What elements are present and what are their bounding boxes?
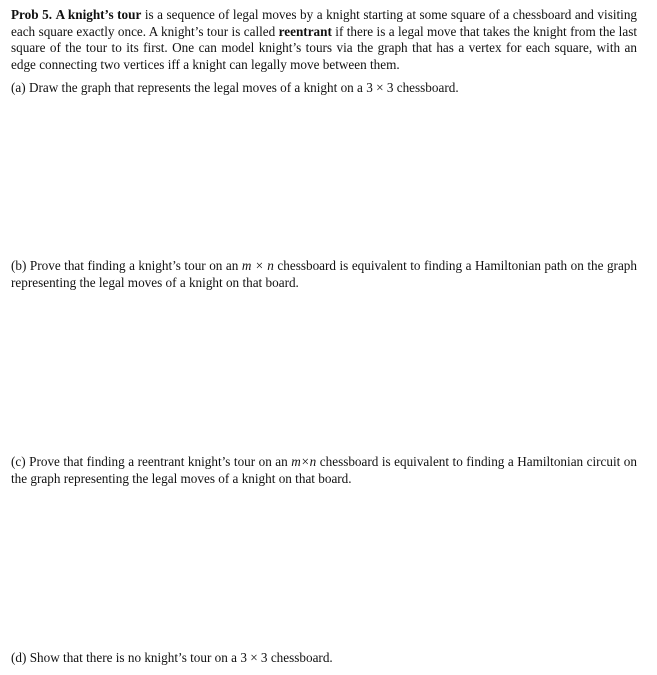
term-reentrant: reentrant: [278, 23, 332, 39]
part-b-paragraph: [11, 258, 637, 291]
part-d: [11, 650, 637, 667]
part-a: [11, 80, 637, 97]
part-b-board-size: m × n: [241, 258, 274, 273]
part-c-paragraph: [11, 454, 637, 487]
part-d-text-1: Show that there is no knight’s tour on a: [26, 650, 241, 665]
part-a-label: (a): [11, 80, 26, 95]
part-b-label: (b): [11, 258, 27, 273]
intro-text-2: if there is a legal move that takes the knight from the last square of the tour to its first. One can model knight’s tours via the graph that has a vertex for each square, with an edge connecting two vertices iff a knight can legally move between them.: [11, 23, 637, 72]
part-c-label: (c): [11, 454, 26, 469]
part-b-text-1: Prove that finding a knight’s tour on an: [26, 258, 242, 273]
intro-paragraph: [11, 7, 637, 73]
part-a-board-size: 3 × 3: [366, 80, 394, 95]
part-c-text-2: chessboard is equivalent to finding a Hamiltonian circuit on the graph representing the legal moves of a knight on that board.: [11, 454, 637, 486]
problem-label: Prob 5.: [11, 7, 53, 22]
part-b: [11, 258, 637, 291]
part-c-board-size: m×n: [291, 454, 317, 469]
part-b-text-2: chessboard is equivalent to finding a Hamiltonian path on the graph representing the legal moves of a knight on that board.: [11, 258, 637, 290]
term-knights-tour: A knight’s tour: [55, 7, 142, 22]
part-d-text-2: chessboard.: [267, 650, 333, 665]
part-a-text-1: Draw the graph that represents the legal moves of a knight on a: [25, 80, 367, 95]
part-d-label: (d): [11, 650, 27, 665]
part-c-text-1: Prove that finding a reentrant knight’s tour on an: [25, 454, 292, 469]
part-d-paragraph: [11, 650, 637, 667]
part-a-text-2: chessboard.: [393, 80, 459, 95]
problem-intro: [11, 7, 637, 73]
part-c: [11, 454, 637, 487]
part-d-board-size: 3 × 3: [240, 650, 268, 665]
intro-text-1: is a sequence of legal moves by a knight starting at some square of a chessboard and visiting each square exactly once. A knight’s tour is called: [11, 7, 638, 39]
part-a-paragraph: [11, 80, 637, 97]
